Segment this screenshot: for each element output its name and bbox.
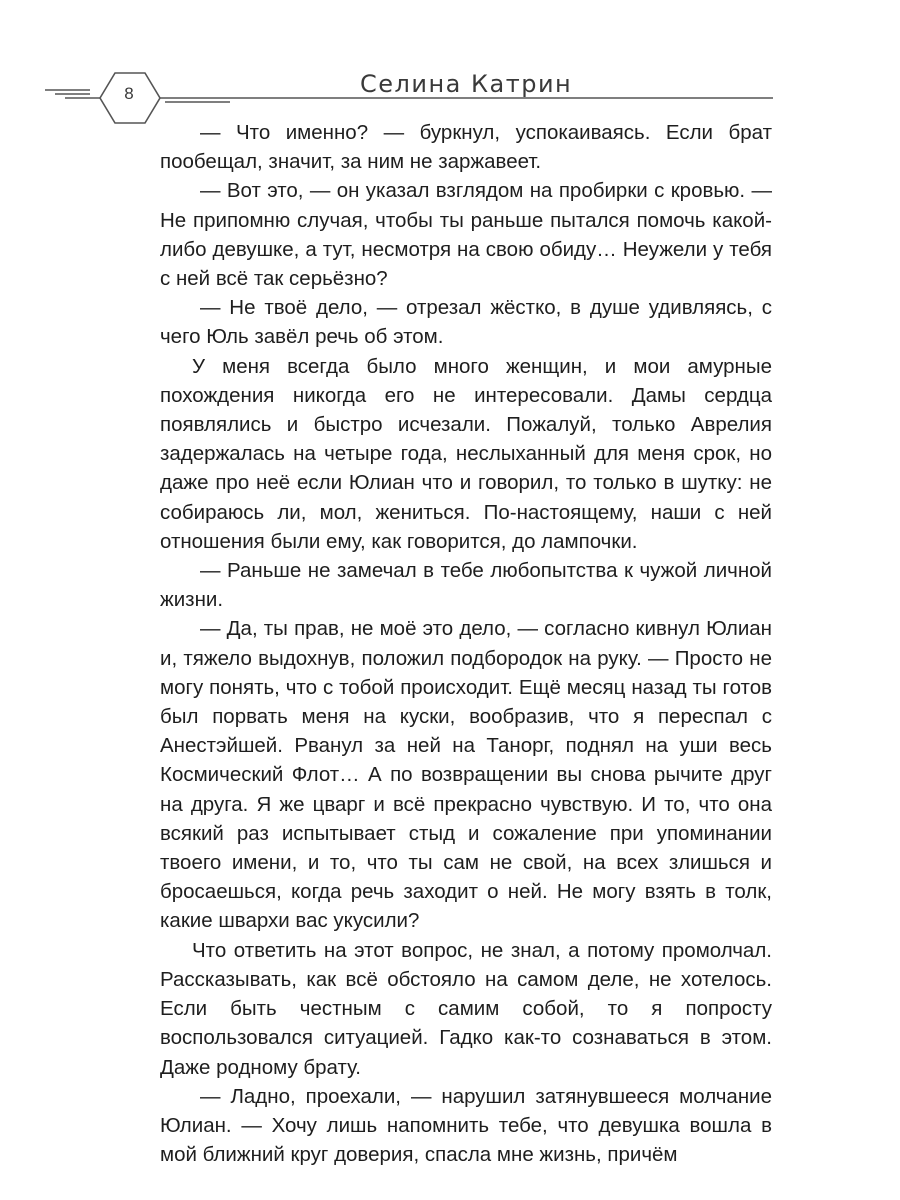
paragraph: — Да, ты прав, не моё это дело, — согласно кивнул Юлиан и, тяжело выдохнув, положил подбородок на руку. — Просто не могу понять, что с тобой происходит. Ещё месяц назад ты готов был порвать меня на куски, вообразив, что я переспал с Анестэйшей. Рванул за ней на Танорг, поднял на уши весь Космический Флот… А по возвращении вы снова рычите друг на друга. Я же цварг и всё прекрасно чувствую. И то, что она всякий раз испытывает стыд и сожаление при упоминании твоего имени, и то, что ты сам не свой, на всех злишься и бросаешься, когда речь заходит о ней. Не могу взять в толк, какие швархи вас укусили? <box>160 617 772 933</box>
paragraph: — Раньше не замечал в тебе любопытства к чужой личной жизни. <box>160 559 772 612</box>
paragraph: — Не твоё дело, — отрезал жёстко, в душе удивляясь, с чего Юль завёл речь об этом. <box>160 296 772 349</box>
page-body <box>160 118 772 1169</box>
paragraph: У меня всегда было много женщин, и мои амурные похождения никогда его не интересовали. Дамы сердца появлялись и быстро исчезали. Пожалуй, только Аврелия задержалась на четыре года, неслыханный для меня срок, но даже про неё если Юлиан что и говорил, то только в шутку: не собираюсь ли, мол, жениться. По-настоящему, наши с ней отношения были ему, как говорится, до лампочки. <box>160 354 772 553</box>
paragraph: — Что именно? — буркнул, успокаиваясь. Если брат пообещал, значит, за ним не заржавеет. <box>160 121 772 174</box>
paragraph: Что ответить на этот вопрос, не знал, а потому промолчал. Рассказывать, как всё обстояло на самом деле, не хотелось. Если быть честным с самим собой, то я попросту воспользовался ситуацией. Гадко как-то сознаваться в этом. Даже родному брату. <box>160 938 772 1079</box>
paragraph: — Вот это, — он указал взглядом на пробирки с кровью. — Не припомню случая, чтобы ты раньше пытался помочь какой-либо девушке, а тут, несмотря на свою обиду… Неужели у тебя с ней всё так серьёзно? <box>160 179 772 291</box>
page-number: 8 <box>124 84 134 103</box>
paragraph: — Ладно, проехали, — нарушил затянувшееся молчание Юлиан. — Хочу лишь напомнить тебе, что девушка вошла в мой ближний круг доверия, спасла мне жизнь, причём <box>160 1084 772 1167</box>
running-header-author: Селина Катрин <box>360 70 573 98</box>
